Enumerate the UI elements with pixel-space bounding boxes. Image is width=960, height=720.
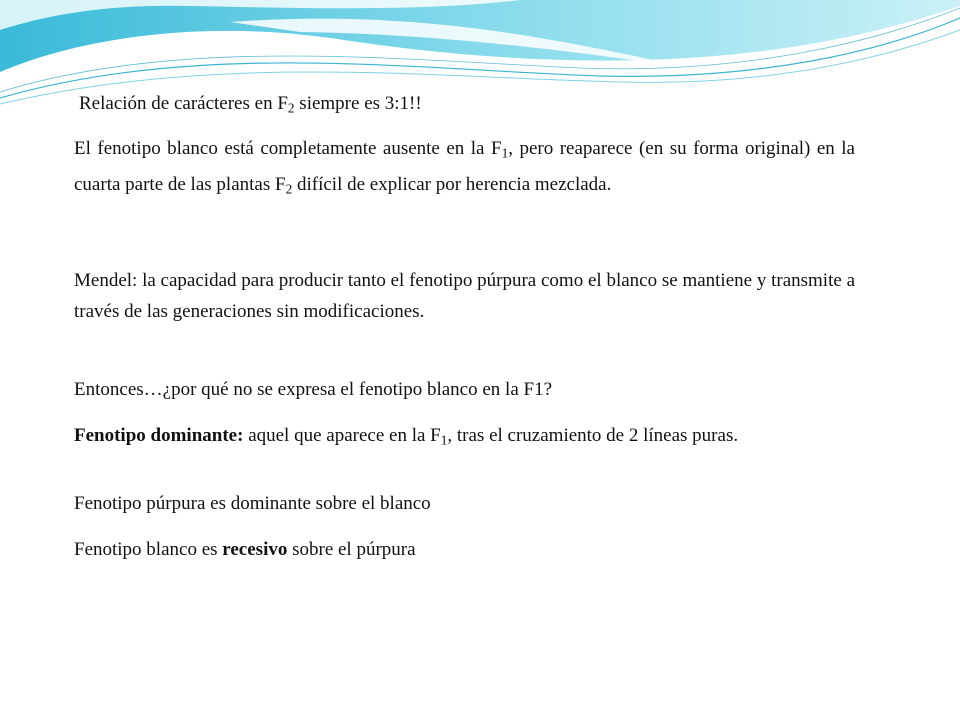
paragraph-f1-absence: El fenotipo blanco está completamente ausente en la $F_1$, pero reaparece (en su forma original) en la cuarta parte de las plantas $F_2$ difícil de explicar por herencia mezclada. <box>74 138 855 197</box>
definition-dominant: Fenotipo dominante: aquel que aparece en la $F_1$, tras el cruzamiento de 2 líneas puras. <box>74 425 739 448</box>
statement-dominant: Fenotipo púrpura es dominante sobre el blanco <box>74 493 431 514</box>
statement-recessive: Fenotipo blanco es recesivo sobre el púrpura <box>74 539 416 560</box>
question-text: Entonces…¿por qué no se expresa el fenotipo blanco en la F1? <box>74 379 553 400</box>
slide-title: Relación de carácteres en $F_2$ siempre es 3:1!! <box>79 93 422 116</box>
paragraph-mendel: Mendel: la capacidad para producir tanto el fenotipo púrpura como el blanco se mantiene y transmite a través de las generaciones sin modificaciones. <box>74 270 855 322</box>
definition-term: Fenotipo dominante: <box>74 425 244 446</box>
recessive-term: recesivo <box>222 539 288 560</box>
